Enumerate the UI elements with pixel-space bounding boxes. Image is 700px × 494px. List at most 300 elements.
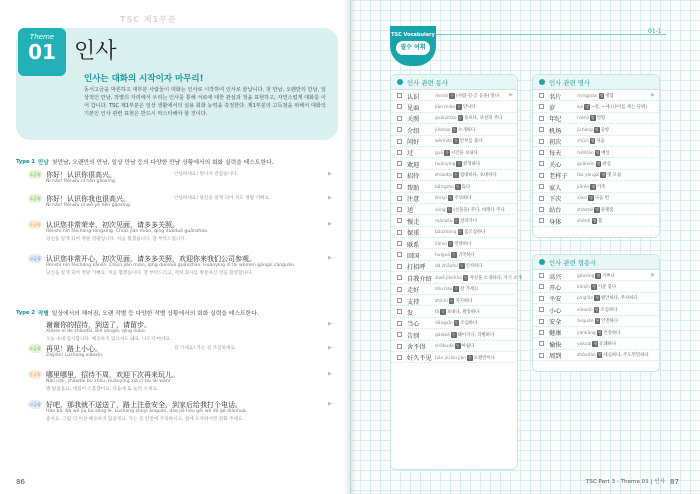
vocab-checkbox[interactable] [397,104,402,109]
vocab-sub: 필수 어휘 [396,41,430,55]
vocab-checkbox[interactable] [539,296,544,301]
vocab-row [391,124,517,135]
vocab-row [391,238,517,249]
vocab-meaning: 공항 [600,127,610,133]
type2-word: 작별 [37,310,49,317]
vocab-pinyin-meaning [577,318,618,324]
vocab-pinyin: zhōudào [577,353,596,359]
vocab-checkbox[interactable] [539,196,544,201]
vocab-hanzi: 身体 [549,218,562,226]
vocab-pinyin-meaning [435,184,470,190]
vocab-checkbox[interactable] [397,309,402,314]
part-of-speech-badge: 명 [591,183,595,189]
vocab-row [391,204,517,215]
vocab-pinyin-meaning [435,263,483,269]
vocab-pinyin: wènhǎo [435,139,453,145]
vocab-row [391,181,517,192]
part-of-speech-badge: 형 [595,295,599,301]
level-badge: 중급형 [29,372,41,377]
vocab-pinyin-meaning [435,241,471,247]
vocab-hanzi: 岁 [549,104,556,112]
vocab-pinyin-meaning [435,218,477,224]
vocab-meaning: 아쉽다 [461,344,475,350]
chinese-sentence: 认识您非常开心，初次见面，请多多关照，欢迎你来我们公司参观。 [46,255,256,263]
vocab-meaning: 안부를 묻다 [459,139,483,145]
vocab-pinyin-meaning [577,207,614,213]
bullet-icon [539,79,545,85]
vocab-pinyin-meaning [577,127,609,133]
vocab-meaning: 시간을 보내다 [450,150,478,156]
vocab-checkbox[interactable] [539,284,544,289]
vocab-pinyin: zhīchí [435,298,448,304]
vocab-pinyin-meaning [435,286,478,292]
vocab-hanzi: 认识 [407,93,420,101]
example-sentence [28,194,344,220]
vocab-hanzi: 慢走 [407,218,420,226]
pinyin-text: Xièxie nǐ de zhāodài. Bié sòngle, qǐng liúbù. [46,329,147,334]
vocab-hanzi: 回国 [407,252,420,260]
vocab-checkbox[interactable] [539,173,544,178]
vocab-checkbox[interactable] [539,330,544,335]
pinyin-text: Nǐ hǎo! Rènshi nǐ hěn gāoxìng. [46,179,117,184]
vocab-row [533,293,659,304]
vocab-pinyin-meaning [435,127,475,133]
vocab-hanzi: 机场 [549,127,562,135]
vocab-pinyin: zhùyì [435,196,447,202]
vocab-meaning: 접대하다, 초대하다 [459,173,497,179]
vocab-pinyin: dǎ zhāohu [435,264,458,270]
vocab-row [391,170,517,181]
vocab-pinyin-meaning [435,207,505,213]
audio-play-icon[interactable]: ▶ [651,272,655,278]
right-page [350,0,700,494]
vocab-row [533,113,659,124]
vocab-checkbox[interactable] [539,218,544,223]
vocab-pinyin: gāoxìng [577,273,595,279]
vocab-hanzi: 好久不见 [407,355,432,363]
vocab-meaning: 안전하다 [601,319,619,325]
vocab-pinyin-meaning [577,284,616,290]
vocab-hanzi: 注意 [407,196,420,204]
vocab-pinyin-meaning [577,295,638,301]
vocab-hanzi: 当心 [407,321,420,329]
vocab-checkbox[interactable] [539,104,544,109]
vocab-meaning: 다음 번 [594,196,609,202]
vocab-hanzi: 打招呼 [407,264,426,272]
vocab-hanzi: 过 [407,150,414,158]
vocab-checkbox[interactable] [397,207,402,212]
adjectives-card-header [533,255,659,270]
vocab-hanzi: 年纪 [549,116,562,124]
type2-row [16,308,259,317]
part-of-speech-badge: 명 [592,217,597,223]
part-of-speech-badge: 형 [597,352,602,358]
vocab-meaning: 잘 가세요 [460,287,479,293]
vocab-meaning: 매일 [601,150,610,156]
vocab-pinyin: fā [435,310,440,316]
example-sentence [28,220,344,254]
vocab-checkbox[interactable] [539,207,544,212]
vocab-checkbox[interactable] [539,184,544,189]
audio-play-icon[interactable]: ▶ [651,92,655,98]
vocab-row [391,158,517,169]
vocab-checkbox[interactable] [397,230,402,235]
vocab-checkbox[interactable] [397,355,402,360]
vocab-meaning: 플랫폼 [600,207,614,213]
vocab-pinyin: jièshào [435,127,451,133]
vocab-pinyin: píng'ān [577,296,594,302]
vocab-pinyin: guānzhào [435,116,457,122]
level-badge: 고급형 [29,256,41,261]
vocab-checkbox[interactable] [539,93,544,98]
vocab-checkbox[interactable] [397,196,402,201]
vocab-row [533,316,659,327]
vocab-checkbox[interactable] [397,116,402,121]
part-of-speech-badge: 명 [585,103,589,109]
vocab-pinyin: zhāodài [435,173,453,179]
vocab-meaning: 옛 모습 [607,173,622,179]
vocab-hanzi: 老样子 [549,173,568,181]
vocab-pinyin: huíguó [435,253,451,259]
vocab-hanzi: 名片 [549,93,562,101]
part-of-speech-badge: 동 [441,309,445,315]
audio-play-icon[interactable]: ▶ [328,255,332,261]
adjectives-title: 인사 관련 형용사 [549,258,597,267]
vocab-hanzi: 高兴 [549,273,562,281]
vocab-checkbox[interactable] [539,307,544,312]
book-gutter [344,0,356,494]
audio-play-icon[interactable]: ▶ [509,92,513,98]
vocab-checkbox[interactable] [397,264,402,269]
vocab-pinyin: bāngzhù [435,184,454,190]
audio-play-icon[interactable]: ▶ [328,321,332,327]
vocab-meaning: 세심하다, 주도면밀하다 [603,353,649,359]
chinese-sentence: 你好！认识你我也很高兴。 [46,195,130,203]
vocab-pinyin-meaning [435,252,475,258]
vocab-pinyin: xiǎoxīn [577,307,593,313]
vocab-pinyin: dāngxīn [435,321,453,327]
vocab-meaning: 주의하다 [454,196,472,202]
vocab-meaning: 기쁘다 [602,273,615,279]
verbs-card [390,74,522,470]
level-badge: 초급형 [29,346,41,351]
vocab-pinyin-meaning [577,93,614,99]
vocab-checkbox[interactable] [397,252,402,257]
vocab-pinyin: zìwǒ jièshào [435,275,462,281]
vocab-hanzi: 每天 [549,150,562,158]
part-of-speech-badge: 동 [454,172,458,178]
part-of-speech-badge: 명 [595,149,600,155]
part-of-speech-badge: 동 [454,320,459,326]
vocab-row [533,327,659,338]
part-of-speech-badge: 동 [445,149,449,155]
vocab-checkbox[interactable] [397,161,402,166]
part-of-speech-badge: 동 [448,195,453,201]
vocab-checkbox[interactable] [397,287,402,292]
vocab-pinyin: bǎozhòng [435,230,457,236]
vocab-checkbox[interactable] [397,332,402,337]
vocab-checkbox[interactable] [539,273,544,278]
vocab-pinyin-meaning [435,298,472,304]
korean-translation: 좋아요. 그럼 더 이상 배웅하지 않을게요. 가는 길 안전에 주의하시고, 집에 도착하시면 전화 주세요. [46,417,244,422]
vocab-meaning: 기분 좋다 [597,284,617,290]
part-of-speech-badge: 명 [599,92,604,98]
part-of-speech-badge: 동 [449,297,454,303]
vocab-meaning: 연락하다 [454,241,472,247]
vocab-pinyin: kāixīn [577,284,591,290]
vocab-pinyin: xiàcì [577,196,588,202]
part-of-speech-badge: 동 [452,126,457,132]
vocab-meaning: 인사하다 [465,264,483,270]
vocab-pinyin-meaning [435,275,522,281]
vocab-pinyin-meaning [435,195,471,201]
vocab-checkbox[interactable] [539,353,544,358]
verbs-title: 인사 관련 동사 [407,78,449,87]
vocab-checkbox[interactable] [397,241,402,246]
vocab-checkbox[interactable] [397,127,402,132]
vocab-row [533,158,659,169]
korean-translation: 별 말씀을요, 대접이 소홀했어요. 다음에 또 놀러 오세요. [46,387,159,392]
chinese-sentence: 好吧，那我就不送送了，路上注意安全，到家后给我打个电话。 [46,401,242,409]
korean-translation: 당신을 알게 되어 정말 영광입니다. 처음 뵙겠습니다. 잘 부탁드립니다. [46,237,187,242]
vocab-pinyin: jiàn miàn [435,104,456,110]
pinyin-text: Rènshi nín fēicháng kāixīn. Chūcì jiàn miàn, qǐng duōduō guānzhào. Huānyíng nǐ lái wǒmen gōngsī cānguān. [46,263,296,268]
chinese-sentence: 你好！认识你很高兴。 [46,171,116,179]
vocab-row [391,352,517,363]
vocab-meaning: 헤어지다, 작별하다 [457,332,495,338]
type2-desc: 일상에서의 헤어짐, 오랜 작별 등 다양한 작별 상황에서의 회화 실력을 테스트한다. [51,311,259,317]
level-badge: 초급형 [29,172,41,177]
lesson-intro: 동서고금을 막론하고 대부분 사람들이 대화는 인사로 시작하여 인사로 끝납니다. 첫 만남, 오랜만의 만남, 일상적인 만남, 작별의 자리에서 우리는 인사를 통해 서로에 대한 관심과 정을 표현하고, 자연스럽게 대화를 이어 갑니다. TSC 제1부분은 일상 생활에서의 실용 회화 능력을 측정한다. 제1부분의 고득점을 위해서 대화의 기본인 인사 관련 표현은 반드시 마스터해야 할 것이다. [84,87,326,117]
vocab-checkbox[interactable] [539,161,544,166]
vocab-row [533,124,659,135]
vocab-checkbox[interactable] [539,150,544,155]
vocab-row [391,295,517,306]
part-of-speech-badge: 명 [590,115,595,121]
part-of-speech-badge: 동 [450,92,455,98]
level-badge: 고급형 [29,402,41,407]
vocab-row [391,272,522,283]
vocab-meaning: 가족 [597,184,606,190]
vocabulary-tab [390,26,436,66]
vocab-hanzi: 愉快 [549,341,562,349]
vocab-pinyin-meaning [435,104,476,110]
vocab-pinyin: měitiān [577,150,594,156]
vocab-hanzi: 问好 [407,139,420,147]
vocab-pinyin: jīchǎng [577,127,593,133]
vocab-row [533,338,659,349]
vocab-pinyin: chūcì [577,139,589,145]
example-sentence [28,370,344,400]
type1-row [16,157,274,166]
part-of-speech-badge: 명 [601,172,606,178]
vocab-hanzi: 保重 [407,230,420,238]
vocab-meaning: 몸 [598,218,603,224]
vocab-pinyin-meaning [577,330,620,336]
vocab-hanzi: 帮助 [407,184,420,192]
vocab-pinyin-meaning [435,172,497,178]
part-of-speech-badge: 동 [454,217,459,223]
vocab-pinyin: sòng [435,207,446,213]
vocab-checkbox[interactable] [397,298,402,303]
vocab-hanzi: 自我介绍 [407,275,432,283]
vocab-checkbox[interactable] [397,321,402,326]
vocab-pinyin: huānyíng [435,161,456,167]
part-of-speech-badge: 동 [458,115,463,121]
vocab-meaning: 귀국하다 [457,253,475,259]
vocab-hanzi: 小心 [549,307,562,315]
nouns-card [532,74,660,238]
part-of-speech-badge: 동 [458,229,463,235]
part-of-speech-badge: 동 [452,252,456,258]
vocab-hanzi: 初次 [549,139,562,147]
vocab-checkbox[interactable] [539,116,544,121]
vocab-meaning: 연령 [596,116,606,122]
vocab-pinyin: mànzǒu [435,218,453,224]
vocab-pinyin-meaning [435,309,479,315]
vocab-row [533,101,659,112]
theme-badge [18,28,66,76]
nouns-card-header [533,75,659,90]
audio-play-icon[interactable]: ▶ [328,345,332,351]
vocab-checkbox[interactable] [539,139,544,144]
vocab-checkbox[interactable] [539,127,544,132]
vocab-meaning: 평안하다, 무사하다 [600,296,638,302]
vocab-pinyin-meaning [577,150,610,156]
vocab-row [533,136,659,147]
vocab-meaning: 몸조심하다 [464,230,486,236]
vocab-pinyin: yúkuài [577,341,592,347]
pinyin-text: Rènshi nín fēicháng róngxìng. Chūcì jiàn miàn, qǐng duōduō guānzhào. [46,229,209,234]
vocab-pinyin: guò [435,150,444,156]
part-of-speech-badge: 동 [463,274,468,280]
vocab-pinyin-meaning [435,320,477,326]
vocab-pinyin: jiārén [577,184,590,190]
vocab-checkbox[interactable] [397,275,402,280]
vocab-meaning: 소개하다 [458,127,476,133]
part-of-speech-badge: 형 [595,318,600,324]
vocab-pinyin: míngpiàn [577,93,598,99]
chinese-sentence: 认识您非常荣幸，初次见面，请多多关照。 [46,221,179,229]
vocab-checkbox[interactable] [397,344,402,349]
part-of-speech-badge: 동 [447,206,452,212]
vocab-pinyin-meaning [435,161,480,167]
verbs-card-header [391,75,517,90]
vocab-pinyin-meaning [577,161,611,167]
pinyin-text: Nǐ hǎo! Rènshi nǐ wǒ yě hěn gāoxìng. [46,203,132,208]
part-of-speech-badge: 명 [590,138,595,144]
type2-badge: Type 2 [16,309,35,316]
example-sentence [28,400,344,440]
vocab-meaning: 환영하다 [463,161,481,167]
vocab-row [391,329,517,340]
audio-play-icon[interactable]: ▶ [328,401,332,407]
vocab-pinyin-meaning [435,332,494,338]
vocab-pinyin: guānxīn [577,161,595,167]
vocab-meaning: 명함 [605,93,614,99]
vocab-pinyin-meaning [577,195,609,201]
level-badge: 중급형 [29,222,41,227]
vocab-checkbox[interactable] [539,341,544,346]
part-of-speech-badge: 동 [457,103,461,109]
vocab-pinyin: shēntǐ [577,218,591,224]
vocab-meaning: ~살, ~세 (나이를 세는 단위) [590,104,647,110]
vocab-checkbox[interactable] [539,319,544,324]
vocab-meaning: (사람·길·글 등을) 알다 [456,93,500,99]
vocab-hanzi: 舍不得 [407,344,426,352]
vocab-checkbox[interactable] [397,150,402,155]
vocab-checkbox[interactable] [397,184,402,189]
audio-play-icon[interactable]: ▶ [328,371,332,377]
vocab-meaning: 유쾌하다 [599,341,617,347]
vocab-pinyin-meaning [577,218,602,224]
vocab-pinyin-meaning [577,273,615,279]
example-sentence [28,344,344,370]
vocab-hanzi: 周到 [549,353,562,361]
vocab-row [391,306,517,317]
vocab-row [391,227,517,238]
chinese-sentence: 谢谢你的招待，到送了，请留步。 [46,321,151,329]
level-badge: 초급형 [29,196,41,201]
vocab-checkbox[interactable] [397,93,402,98]
vocab-checkbox[interactable] [397,173,402,178]
korean-translation: 안녕하세요! 당신을 알게 되어 저도 정말 기뻐요. [174,196,271,201]
audio-play-icon[interactable]: ▶ [328,171,332,177]
vocab-meaning: 살펴가다 [460,218,478,224]
part-of-speech-badge: 명 [594,126,599,132]
part-of-speech-badge: 동 [454,286,459,292]
vocab-row [533,147,659,158]
vocab-row [533,181,659,192]
part-of-speech-badge: 동 [457,160,462,166]
vocab-pinyin: ānquán [577,319,594,325]
audio-play-icon[interactable]: ▶ [328,195,332,201]
vocab-hanzi: 走好 [407,287,420,295]
vocab-checkbox[interactable] [397,139,402,144]
vocab-row [391,147,517,158]
part-of-speech-badge: 동 [448,240,453,246]
audio-play-icon[interactable]: ▶ [328,221,332,227]
part-of-speech-badge: 형 [593,340,598,346]
vocab-row [391,284,517,295]
part-of-speech-badge: 형 [596,272,601,278]
vocab-row [533,270,659,281]
vocab-pinyin: niánjì [577,116,589,122]
korean-translation: 당신을 알게 되어 정말 기뻐요. 처음 뵙겠습니다. 잘 부탁드리고, 저희 회사를 방문하신 것을 환영합니다. [46,271,253,276]
vocab-pinyin: rènshi [435,93,449,99]
part-of-speech-badge: 명 [595,206,599,212]
part-of-speech-badge: 동 [468,354,472,360]
vocab-row [391,249,517,260]
vocab-pinyin: jiànkāng [577,330,596,336]
lesson-subtitle: 인사는 대화의 시작이자 마무리! [84,74,204,84]
part-of-speech-badge: 동 [454,138,458,144]
vocab-hanzi: 告别 [407,332,420,340]
vocab-pinyin-meaning [577,352,649,358]
vocab-hanzi: 送 [407,207,414,215]
vocab-checkbox[interactable] [397,218,402,223]
type1-desc: 첫만남, 오랜만의 만남, 일상 만남 등의 다양한 만남 상황에서의 회화 실력을 테스트한다. [51,160,274,166]
left-page-number: 86 [16,478,25,486]
theme-label: Theme [29,33,55,41]
korean-translation: 안녕하세요! 만나서 반갑습니다. [174,172,238,177]
vocab-row [391,261,517,272]
lesson-title: 인사 [74,39,117,64]
vocab-hanzi: 发 [407,309,414,317]
chinese-sentence: 再见！路上小心。 [46,345,102,353]
vocab-pinyin-meaning [577,138,605,144]
vocab-hanzi: 站台 [549,207,562,215]
